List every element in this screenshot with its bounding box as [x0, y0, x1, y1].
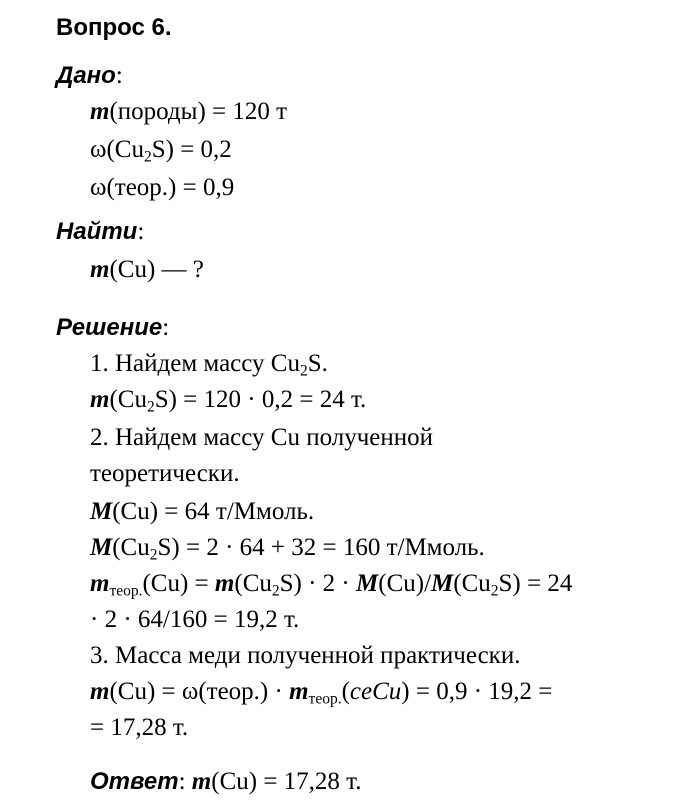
given-line-2: $\omega(Cu_2S) = 0,2$	[90, 136, 232, 166]
given-header: Дано:	[56, 62, 123, 89]
solution-step-2a: 2. Найдем массу Cu полученной	[90, 424, 434, 451]
given-line-1: m(породы) = 120 т	[90, 98, 288, 125]
find-header: Найти:	[56, 218, 145, 245]
solution-calc-3: $M(Cu_2S) = 2 \cdot 64 + 32 = 160$ т/Ммоль.	[90, 534, 485, 564]
solution-step-3: 3. Масса меди полученной практически.	[90, 642, 521, 669]
solution-calc-5b: = 17,28 т.	[90, 714, 189, 741]
solution-calc-4b: · 2 · 64/160 = 19,2 т.	[90, 606, 300, 633]
solution-calc-2: M(Cu) = 64 т/Ммоль.	[90, 498, 315, 525]
given-line-3: ω(теор.) = 0,9	[90, 174, 235, 201]
solution-header: Решение:	[56, 314, 170, 341]
solution-calc-1: $m(Cu_2S) = 120 \cdot 0,2 = 24$ т.	[90, 386, 367, 416]
solution-step-2b: теоретически.	[90, 460, 240, 487]
solution-step-1: 1. Найдем массу $Cu_2S$.	[90, 350, 328, 380]
answer-line: Ответ: m(Cu) = 17,28 т.	[90, 768, 362, 795]
find-line: m(Cu) — ?	[90, 256, 204, 283]
solution-calc-5: m(Cu) = ω(теор.) · $m_{теор.}(ceCu) = 0,9 \cdot 19,2$ =	[90, 678, 553, 708]
question-title: Вопрос 6.	[56, 14, 172, 41]
solution-calc-4: $m_{теор.}(Cu) = m(Cu_2S) \cdot 2 \cdot M(Cu)/M(Cu_2S) = 24$	[90, 570, 573, 600]
